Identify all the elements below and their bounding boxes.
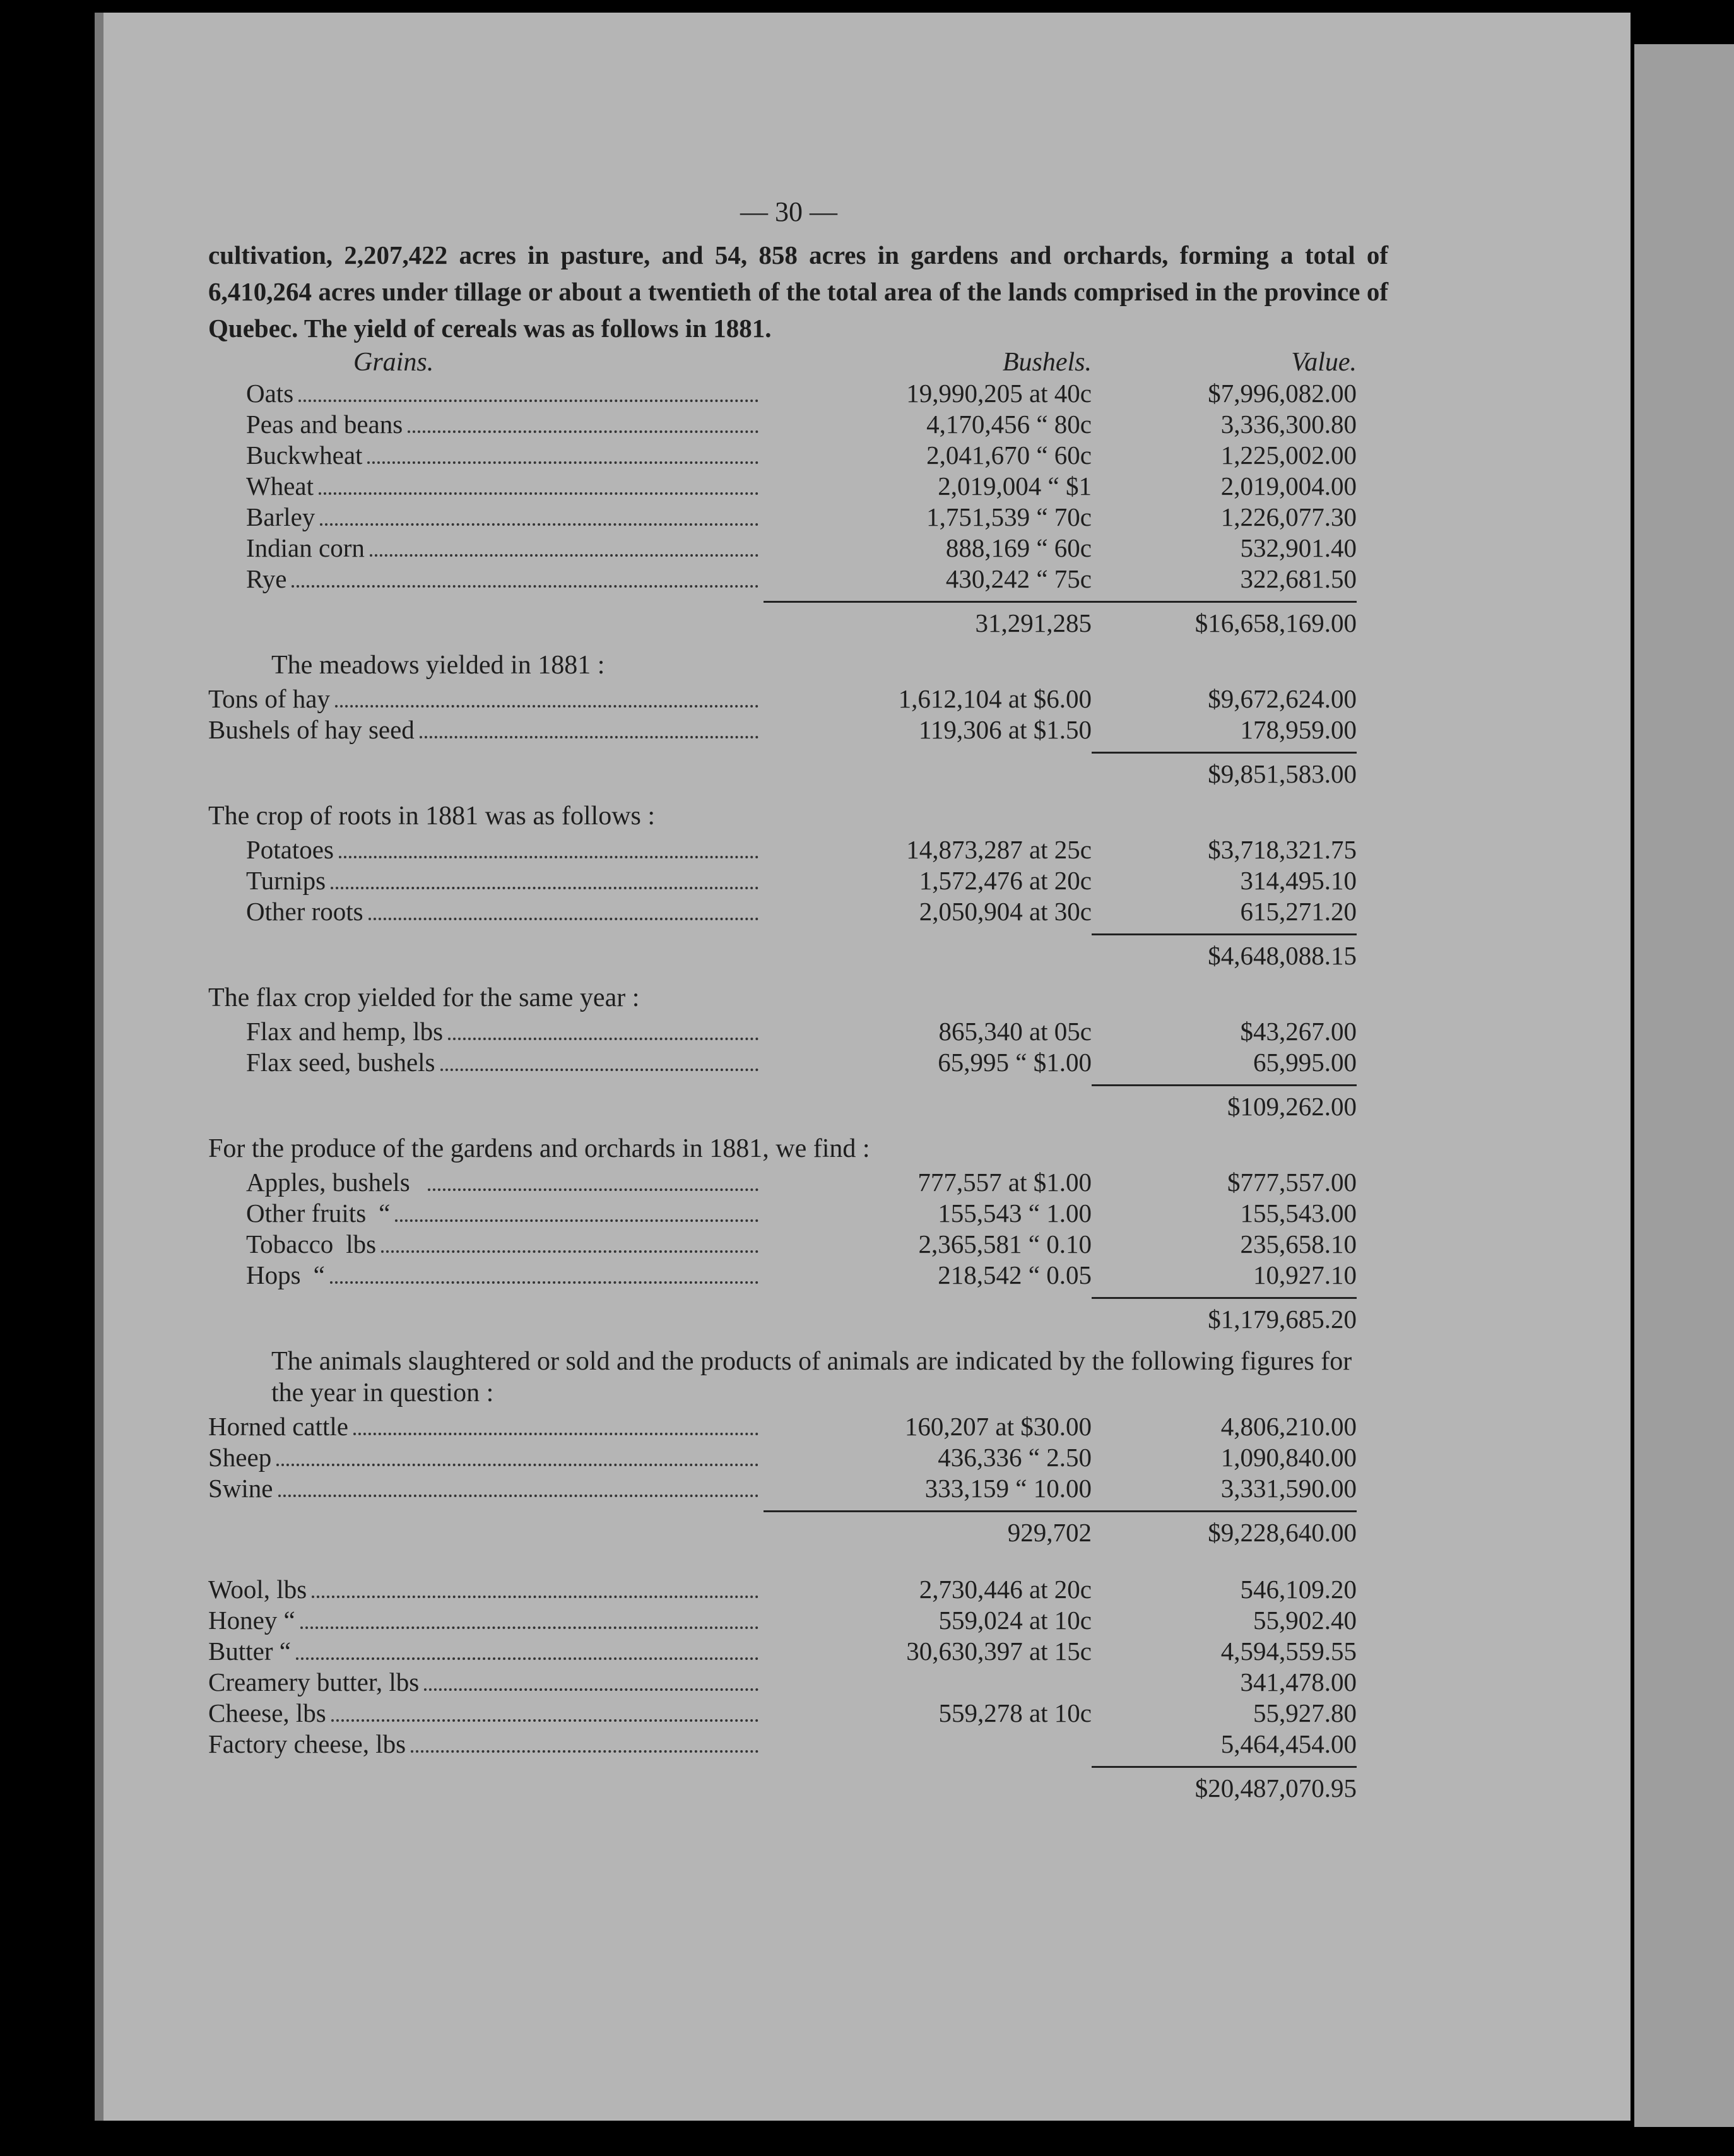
table-row: [208, 1198, 1388, 1229]
item-label: Peas and beans: [246, 410, 403, 439]
item-label-cell: [208, 533, 764, 564]
dot-leader: [331, 1719, 758, 1722]
item-label: Buckwheat: [246, 441, 363, 470]
item-quantity: 19,990,205 at 40c: [906, 379, 1092, 408]
item-label: Creamery butter, lbs: [208, 1667, 420, 1697]
total-value: $9,228,640.00: [1092, 1510, 1357, 1549]
table-row: [208, 1016, 1388, 1047]
animal-products-table: [208, 1574, 1388, 1760]
item-label-cell: [208, 1698, 764, 1729]
item-value: 10,927.10: [1253, 1260, 1357, 1289]
item-label: Wool, lbs: [208, 1575, 307, 1604]
dot-leader: [367, 461, 758, 464]
item-label-cell: [208, 1605, 764, 1636]
item-value: 5,464,454.00: [1220, 1729, 1357, 1758]
item-value: 1,090,840.00: [1220, 1443, 1357, 1472]
total-value: $4,648,088.15: [1092, 933, 1357, 972]
item-quantity: 30,630,397 at 15c: [906, 1637, 1092, 1666]
table-row: [208, 471, 1388, 502]
dot-leader: [335, 705, 758, 708]
gardens-heading: For the produce of the gardens and orchards in 1881, we find :: [208, 1134, 870, 1163]
item-label: Apples, bushels: [246, 1168, 410, 1197]
item-label-cell: [208, 1411, 764, 1442]
dot-leader: [424, 1688, 758, 1691]
item-label-cell: [208, 440, 764, 471]
item-value: 1,226,077.30: [1220, 502, 1357, 531]
item-value: 341,478.00: [1240, 1667, 1357, 1697]
item-value: 322,681.50: [1240, 564, 1357, 593]
col-value: Value.: [1291, 348, 1357, 377]
meadows-heading: The meadows yielded in 1881 :: [271, 651, 605, 680]
table-row: [208, 714, 1388, 745]
dot-leader: [331, 887, 758, 889]
item-label-cell: [208, 1636, 764, 1667]
item-label: Other fruits: [246, 1199, 367, 1228]
total-value: $1,179,685.20: [1092, 1297, 1357, 1336]
flax-heading: The flax crop yielded for the same year :: [208, 983, 640, 1012]
grains-header: [208, 346, 1388, 378]
item-value: 615,271.20: [1240, 897, 1357, 926]
item-value: $7,996,082.00: [1208, 379, 1357, 408]
dot-leader: [408, 430, 758, 433]
item-label: Wheat: [246, 471, 314, 500]
table-row: [208, 1698, 1388, 1729]
dot-leader: [296, 1657, 758, 1660]
dot-leader: [411, 1750, 758, 1753]
table-row: [208, 440, 1388, 471]
item-label: Indian corn: [246, 533, 365, 562]
item-quantity: 160,207 at $30.00: [904, 1412, 1092, 1441]
item-value: 155,543.00: [1240, 1199, 1357, 1228]
item-label: Barley: [246, 502, 316, 531]
item-quantity: 2,050,904 at 30c: [919, 897, 1092, 926]
item-label: Rye: [246, 564, 287, 593]
dot-leader: [395, 1219, 758, 1222]
total-value: $9,851,583.00: [1092, 752, 1357, 790]
item-value: 4,806,210.00: [1220, 1412, 1357, 1441]
item-label-cell: [208, 471, 764, 502]
item-value: $43,267.00: [1240, 1017, 1357, 1046]
dot-leader: [370, 554, 758, 557]
dot-leader: [440, 1069, 759, 1071]
dot-leader: [276, 1464, 758, 1466]
item-label-cell: [208, 409, 764, 440]
roots-table: [208, 834, 1388, 927]
item-quantity: 888,169 “ 60c: [945, 533, 1092, 562]
animals-table: [208, 1411, 1388, 1504]
total-qty: 929,702: [764, 1510, 1092, 1549]
item-quantity: 14,873,287 at 25c: [906, 835, 1092, 864]
col-grains: Grains.: [353, 348, 434, 377]
dot-leader: [319, 492, 758, 495]
item-quantity: 430,242 “ 75c: [945, 564, 1092, 593]
item-label: Oats: [246, 379, 294, 408]
table-row: [208, 896, 1388, 927]
item-label-cell: [208, 1667, 764, 1698]
item-value: 4,594,559.55: [1220, 1637, 1357, 1666]
dot-leader: [420, 736, 758, 738]
item-label: Tobacco: [246, 1229, 334, 1259]
dot-leader: [278, 1495, 759, 1497]
item-quantity: 155,543 “ 1.00: [938, 1199, 1092, 1228]
table-row: [208, 1229, 1388, 1260]
item-quantity: 65,995 “ $1.00: [938, 1048, 1092, 1077]
next-page-edge: [1634, 44, 1734, 2127]
item-value: 235,658.10: [1240, 1229, 1357, 1259]
item-quantity: 559,278 at 10c: [938, 1698, 1092, 1727]
item-quantity: 1,572,476 at 20c: [919, 866, 1092, 895]
item-label-cell: [208, 1047, 764, 1078]
item-quantity: 2,041,670 “ 60c: [926, 441, 1092, 470]
item-label: Swine: [208, 1474, 273, 1503]
animals-heading: The animals slaughtered or sold and the products of animals are indicated by the following figures for the year in question :: [271, 1347, 1352, 1407]
dot-leader: [353, 1433, 758, 1435]
item-quantity: 333,159 “ 10.00: [924, 1474, 1092, 1503]
table-row: [208, 1729, 1388, 1760]
item-quantity: 2,365,581 “ 0.10: [918, 1229, 1092, 1259]
flax-total: [208, 1084, 1388, 1123]
item-value: 178,959.00: [1240, 715, 1357, 744]
table-row: [208, 684, 1388, 714]
page-content: [208, 196, 1388, 1804]
total-value: $16,658,169.00: [1092, 601, 1357, 639]
item-value: 2,019,004.00: [1220, 471, 1357, 500]
item-unit: “: [379, 1199, 391, 1228]
grand-total: [208, 1766, 1388, 1804]
item-value: $9,672,624.00: [1208, 684, 1357, 713]
meadows-table: [208, 684, 1388, 745]
intro-paragraph: cultivation, 2,207,422 acres in pasture, and 54, 858 acres in gardens and orchards, forming a total of 6,410,264 acres under tillage or about a twentieth of the total area of the lands comprised in the province of Quebec. The yield of cereals was as follows in 1881.: [208, 240, 1388, 343]
table-row: [208, 834, 1388, 865]
item-value: 546,109.20: [1240, 1575, 1357, 1604]
table-row: [208, 1574, 1388, 1605]
item-label-cell: [208, 1260, 764, 1291]
item-value: 65,995.00: [1253, 1048, 1357, 1077]
item-label-cell: [208, 1729, 764, 1760]
item-quantity: 119,306 at $1.50: [918, 715, 1092, 744]
item-value: 55,927.80: [1253, 1698, 1357, 1727]
dot-leader: [292, 585, 758, 588]
dot-leader: [298, 400, 758, 402]
item-value: $777,557.00: [1227, 1168, 1357, 1197]
dot-leader: [428, 1188, 758, 1191]
table-row: [208, 1667, 1388, 1698]
item-label-cell: [208, 1442, 764, 1473]
item-label-cell: [208, 1229, 764, 1260]
item-quantity: 2,019,004 “ $1: [938, 471, 1092, 500]
item-label: Turnips: [246, 866, 326, 895]
total-value: $109,262.00: [1092, 1084, 1357, 1123]
total-qty: 31,291,285: [764, 601, 1092, 639]
item-quantity: 1,612,104 at $6.00: [898, 684, 1092, 713]
item-unit: lbs: [346, 1229, 377, 1259]
table-row: [208, 1260, 1388, 1291]
item-unit: “: [313, 1260, 325, 1289]
item-quantity: 777,557 at $1.00: [917, 1168, 1092, 1197]
item-quantity: 4,170,456 “ 80c: [926, 410, 1092, 439]
item-label-cell: [208, 714, 764, 745]
item-label-cell: [208, 834, 764, 865]
item-label: Honey “: [208, 1606, 295, 1635]
grains-table: [208, 378, 1388, 595]
item-label: Potatoes: [246, 835, 334, 864]
roots-heading: The crop of roots in 1881 was as follows :: [208, 802, 656, 831]
meadows-total: [208, 752, 1388, 790]
dot-leader: [369, 918, 758, 920]
item-value: 3,331,590.00: [1220, 1474, 1357, 1503]
gardens-table: [208, 1167, 1388, 1291]
table-row: [208, 1473, 1388, 1504]
item-label: Flax seed, bushels: [246, 1048, 435, 1077]
item-label-cell: [208, 865, 764, 896]
table-row: [208, 1411, 1388, 1442]
item-quantity: 2,730,446 at 20c: [919, 1575, 1092, 1604]
item-label-cell: [208, 1574, 764, 1605]
item-label: Tons of hay: [208, 684, 330, 713]
table-row: [208, 1167, 1388, 1198]
item-label-cell: [208, 378, 764, 409]
item-value: 55,902.40: [1253, 1606, 1357, 1635]
item-quantity: 1,751,539 “ 70c: [926, 502, 1092, 531]
table-row: [208, 1605, 1388, 1636]
table-row: [208, 564, 1388, 595]
item-label: Flax and hemp, lbs: [246, 1017, 444, 1046]
col-bushels: Bushels.: [1002, 348, 1092, 377]
item-label: Butter “: [208, 1637, 291, 1666]
table-row: [208, 533, 1388, 564]
item-label-cell: [208, 1016, 764, 1047]
item-quantity: 559,024 at 10c: [938, 1606, 1092, 1635]
item-label-cell: [208, 1198, 764, 1229]
dot-leader: [448, 1038, 758, 1040]
roots-total: [208, 933, 1388, 972]
item-label-cell: [208, 896, 764, 927]
gardens-total: [208, 1297, 1388, 1336]
dot-leader: [300, 1626, 758, 1629]
table-row: [208, 1442, 1388, 1473]
table-row: [208, 865, 1388, 896]
item-label-cell: [208, 1473, 764, 1504]
dot-leader: [312, 1596, 758, 1598]
item-label-cell: [208, 684, 764, 714]
table-row: [208, 1636, 1388, 1667]
item-value: $3,718,321.75: [1208, 835, 1357, 864]
item-label: Bushels of hay seed: [208, 715, 415, 744]
item-label-cell: [208, 1167, 764, 1198]
item-value: 532,901.40: [1240, 533, 1357, 562]
item-label: Horned cattle: [208, 1412, 348, 1441]
item-quantity: 865,340 at 05c: [938, 1017, 1092, 1046]
item-label-cell: [208, 564, 764, 595]
item-label: Other roots: [246, 897, 363, 926]
item-value: 3,336,300.80: [1220, 410, 1357, 439]
grains-total: [208, 601, 1388, 639]
dot-leader: [381, 1250, 758, 1253]
item-value: 1,225,002.00: [1220, 441, 1357, 470]
dot-leader: [330, 1281, 758, 1284]
animals-total: [208, 1510, 1388, 1549]
item-quantity: 218,542 “ 0.05: [938, 1260, 1092, 1289]
total-value: $20,487,070.95: [1092, 1766, 1357, 1804]
table-row: [208, 502, 1388, 533]
dot-leader: [339, 856, 758, 858]
item-quantity: 436,336 “ 2.50: [938, 1443, 1092, 1472]
item-label: Hops: [246, 1260, 301, 1289]
item-value: 314,495.10: [1240, 866, 1357, 895]
table-row: [208, 1047, 1388, 1078]
page-number: — 30 —: [740, 196, 837, 227]
flax-table: [208, 1016, 1388, 1078]
table-row: [208, 378, 1388, 409]
item-label: Sheep: [208, 1443, 272, 1472]
item-label: Factory cheese, lbs: [208, 1729, 406, 1758]
dot-leader: [320, 523, 758, 526]
table-row: [208, 409, 1388, 440]
item-label: Cheese, lbs: [208, 1698, 326, 1727]
item-label-cell: [208, 502, 764, 533]
